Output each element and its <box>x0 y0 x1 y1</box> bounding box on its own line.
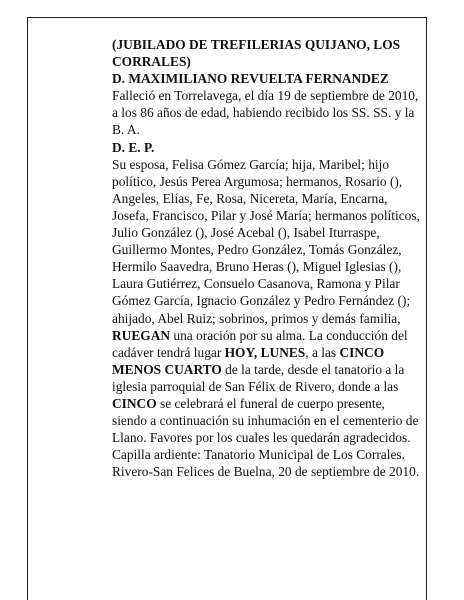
obituary-notice <box>112 36 420 480</box>
funeral-text-2: , a las <box>305 344 340 360</box>
funeral-time-procession: CINCO MENOS CUARTO <box>112 344 385 377</box>
funeral-details <box>112 327 420 464</box>
place-date-signature: Rivero-San Felices de Buelna, 20 de septiembre de 2010. <box>112 464 420 480</box>
funeral-day: HOY, LUNES <box>224 344 306 360</box>
funeral-time-mass: CINCO <box>112 395 157 411</box>
funeral-text-1: una oración por su alma. La conducción del cadáver tendrá lugar <box>112 327 408 360</box>
employer-heading: (JUBILADO DE TREFILERIAS QUIJANO, LOS CORRALES) <box>112 37 401 70</box>
deceased-name: D. MAXIMILIANO REVUELTA FERNANDEZ <box>112 71 389 87</box>
age-sacraments: a los 86 años de edad, habiendo recibido los SS. SS. y la B. A. <box>112 105 415 138</box>
death-place-date: Falleció en Torrelavega, el día 19 de septiembre de 2010, <box>112 88 419 104</box>
funeral-text-3: de la tarde, desde el tanatorio a la iglesia parroquial de San Félix de Rivero, donde a las <box>112 361 405 394</box>
funeral-text-4: se celebrará el funeral de cuerpo presente, siendo a continuación su inhumación en el cementerio de Llano. Favores por los cuales les quedarán agradecidos. Capilla ardiente: Tanatorio Municipal de Los Corrales. <box>112 395 419 463</box>
rip-line: D. E. P. <box>112 139 155 155</box>
ruegan-word: RUEGAN <box>112 327 171 343</box>
family-list: Su esposa, Felisa Gómez García; hija, Maribel; hijo político, Jesús Perea Argumosa; hermanos, Rosario (), Angeles, Elías, Fe, Rosa, Nicereta, María, Encarna, Josefa, Francisco, Pilar y José María; hermanos políticos, Julio González (), José Acebal (), Isabel Iturraspe, Guillermo Montes, Pedro González, Tomás González, Hermilo Saavedra, Bruno Heras (), Miguel Iglesias (), Laura Gutiérrez, Consuelo Casanova, Ramona y Pilar Gómez García, Ignacio González y Pedro Fernández (); ahijado, Abel Ruiz; sobrinos, primos y demás familia, <box>112 156 420 326</box>
